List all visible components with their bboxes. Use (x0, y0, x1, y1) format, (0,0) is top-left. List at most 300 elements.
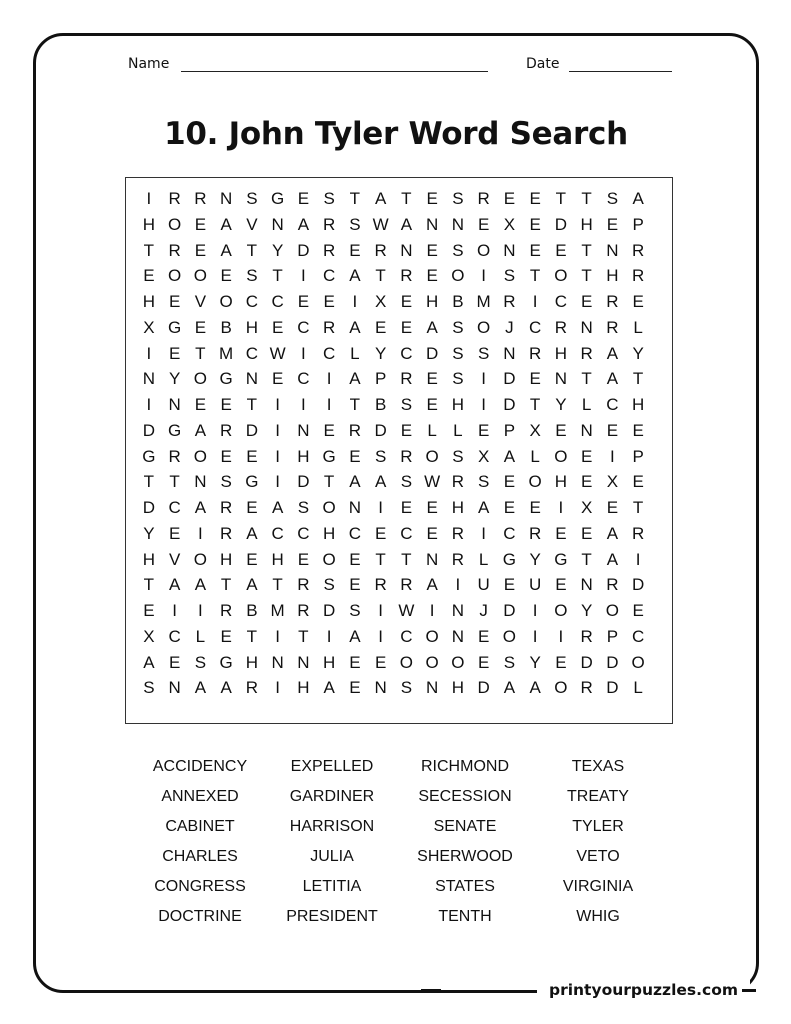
grid-cell[interactable]: H (245, 652, 259, 672)
grid-cell[interactable]: O (554, 601, 568, 620)
grid-cell[interactable]: N (503, 240, 516, 260)
grid-cell[interactable]: E (297, 549, 310, 569)
grid-cell[interactable]: I (635, 549, 641, 569)
grid-cell[interactable]: E (374, 652, 387, 672)
grid-cell[interactable]: I (198, 601, 203, 620)
grid-cell[interactable]: D (606, 678, 619, 698)
grid-cell[interactable]: E (220, 266, 232, 286)
grid-cell[interactable]: E (349, 446, 361, 466)
grid-cell[interactable]: A (220, 678, 232, 698)
grid-cell[interactable]: E (194, 317, 207, 337)
grid-cell[interactable]: H (219, 549, 233, 569)
grid-cell[interactable]: S (246, 266, 258, 286)
grid-cell[interactable]: P (374, 369, 387, 389)
grid-cell[interactable]: D (503, 601, 516, 620)
grid-cell[interactable]: N (374, 678, 387, 698)
grid-cell[interactable]: H (322, 652, 336, 672)
grid-cell[interactable]: E (503, 472, 516, 492)
grid-cell[interactable]: O (554, 678, 568, 698)
grid-cell[interactable]: I (558, 626, 564, 646)
name-field[interactable] (128, 56, 488, 76)
grid-cell[interactable]: S (452, 343, 464, 363)
grid-cell[interactable]: R (374, 240, 387, 260)
grid-cell[interactable]: P (606, 626, 619, 646)
grid-cell[interactable]: T (375, 549, 386, 569)
grid-cell[interactable]: S (374, 446, 387, 466)
grid-cell[interactable]: R (245, 678, 259, 698)
grid-cell[interactable]: H (580, 214, 593, 234)
grid-cell[interactable]: T (323, 472, 335, 492)
grid-cell[interactable]: E (271, 369, 284, 389)
grid-cell[interactable]: E (271, 317, 284, 337)
grid-cell[interactable]: J (505, 317, 514, 337)
grid-cell[interactable]: I (326, 369, 332, 389)
grid-cell[interactable]: R (554, 317, 568, 337)
grid-cell[interactable]: S (297, 498, 310, 517)
date-field[interactable] (526, 56, 676, 76)
grid-cell[interactable]: H (451, 498, 465, 517)
grid-cell[interactable]: N (400, 240, 413, 260)
grid-cell[interactable]: I (378, 626, 383, 646)
grid-cell[interactable]: N (168, 678, 181, 698)
grid-cell[interactable]: T (581, 189, 592, 208)
grid-cell[interactable]: E (580, 472, 593, 492)
grid-cell[interactable]: L (453, 420, 463, 440)
grid-cell[interactable]: O (425, 626, 439, 646)
grid-cell[interactable]: E (580, 523, 593, 543)
grid-cell[interactable]: D (606, 652, 619, 672)
grid-cell[interactable]: S (400, 678, 413, 698)
grid-cell[interactable]: R (580, 678, 593, 698)
grid-cell[interactable]: I (146, 343, 152, 363)
grid-cell[interactable]: I (481, 369, 486, 389)
grid-cell[interactable]: I (378, 601, 383, 620)
grid-cell[interactable]: T (220, 575, 232, 595)
grid-cell[interactable]: O (219, 292, 233, 311)
grid-cell[interactable]: N (451, 601, 465, 620)
grid-cell[interactable]: E (143, 601, 155, 620)
grid-cell[interactable]: E (349, 575, 361, 595)
grid-cell[interactable]: D (580, 652, 593, 672)
grid-cell[interactable]: G (219, 652, 233, 672)
grid-cell[interactable]: N (580, 317, 593, 337)
grid-cell[interactable]: L (350, 343, 360, 363)
grid-cell[interactable]: X (477, 446, 490, 466)
grid-cell[interactable]: W (398, 601, 415, 620)
grid-cell[interactable]: S (477, 472, 490, 492)
grid-cell[interactable]: A (400, 214, 413, 234)
grid-cell[interactable]: P (632, 214, 644, 234)
grid-cell[interactable]: G (322, 446, 336, 466)
grid-cell[interactable]: E (400, 317, 413, 337)
grid-cell[interactable]: A (529, 678, 541, 698)
grid-cell[interactable]: D (477, 678, 490, 698)
grid-cell[interactable]: E (555, 240, 567, 260)
grid-cell[interactable]: D (554, 214, 568, 234)
grid-cell[interactable]: E (529, 498, 541, 517)
grid-cell[interactable]: C (606, 395, 619, 414)
grid-cell[interactable]: N (168, 395, 181, 414)
grid-cell[interactable]: E (220, 395, 232, 414)
grid-cell[interactable]: Y (555, 395, 567, 414)
grid-cell[interactable]: A (220, 240, 232, 260)
grid-cell[interactable]: T (581, 240, 592, 260)
grid-cell[interactable]: R (219, 601, 233, 620)
grid-cell[interactable]: I (146, 189, 152, 208)
grid-cell[interactable]: D (503, 395, 516, 414)
grid-cell[interactable]: N (348, 498, 362, 517)
grid-cell[interactable]: T (143, 240, 155, 260)
grid-cell[interactable]: E (323, 292, 335, 311)
grid-cell[interactable]: N (245, 369, 259, 389)
grid-cell[interactable]: Y (271, 240, 284, 260)
grid-cell[interactable]: C (631, 626, 645, 646)
grid-cell[interactable]: T (246, 626, 258, 646)
grid-cell[interactable]: A (194, 420, 207, 440)
grid-cell[interactable]: E (426, 523, 438, 543)
grid-cell[interactable]: C (400, 343, 413, 363)
grid-cell[interactable]: A (349, 369, 361, 389)
grid-cell[interactable]: T (246, 240, 258, 260)
grid-cell[interactable]: U (477, 575, 490, 595)
grid-cell[interactable]: R (400, 575, 413, 595)
grid-cell[interactable]: T (272, 266, 283, 286)
grid-cell[interactable]: W (372, 214, 389, 234)
grid-cell[interactable]: O (451, 652, 465, 672)
grid-cell[interactable]: O (631, 652, 645, 672)
grid-cell[interactable]: D (374, 420, 387, 440)
grid-cell[interactable]: E (529, 214, 541, 234)
grid-cell[interactable]: A (349, 317, 361, 337)
grid-cell[interactable]: M (476, 292, 491, 311)
grid-cell[interactable]: I (455, 575, 461, 595)
grid-cell[interactable]: S (452, 240, 464, 260)
grid-cell[interactable]: H (631, 395, 645, 414)
grid-cell[interactable]: A (271, 498, 284, 517)
grid-cell[interactable]: T (529, 266, 541, 286)
grid-cell[interactable]: O (193, 549, 207, 569)
grid-cell[interactable]: E (529, 369, 541, 389)
grid-cell[interactable]: O (502, 626, 516, 646)
grid-cell[interactable]: I (326, 395, 332, 414)
grid-cell[interactable]: E (349, 549, 361, 569)
grid-cell[interactable]: E (580, 292, 593, 311)
grid-cell[interactable]: E (606, 420, 619, 440)
grid-cell[interactable]: S (503, 266, 516, 286)
grid-cell[interactable]: B (220, 317, 232, 337)
grid-cell[interactable]: E (632, 420, 644, 440)
grid-cell[interactable]: T (169, 472, 180, 492)
grid-cell[interactable]: X (374, 292, 387, 311)
grid-cell[interactable]: E (220, 446, 232, 466)
grid-cell[interactable]: E (477, 626, 490, 646)
grid-cell[interactable]: S (246, 189, 258, 208)
grid-cell[interactable]: S (143, 678, 155, 698)
grid-cell[interactable]: H (451, 395, 465, 414)
grid-cell[interactable]: I (275, 395, 280, 414)
grid-cell[interactable]: O (168, 214, 182, 234)
grid-cell[interactable]: R (297, 575, 310, 595)
grid-cell[interactable]: E (477, 214, 490, 234)
grid-cell[interactable]: I (275, 420, 280, 440)
grid-cell[interactable]: R (168, 446, 181, 466)
grid-cell[interactable]: O (193, 446, 207, 466)
grid-cell[interactable]: I (301, 395, 306, 414)
grid-cell[interactable]: N (271, 214, 284, 234)
grid-cell[interactable]: N (451, 626, 465, 646)
grid-cell[interactable]: D (322, 601, 336, 620)
grid-cell[interactable]: R (580, 343, 593, 363)
grid-cell[interactable]: E (426, 395, 438, 414)
grid-cell[interactable]: T (375, 266, 386, 286)
grid-cell[interactable]: A (297, 214, 310, 234)
grid-cell[interactable]: X (503, 214, 516, 234)
grid-cell[interactable]: G (502, 549, 516, 569)
grid-cell[interactable]: E (168, 523, 181, 543)
grid-cell[interactable]: H (245, 317, 259, 337)
grid-cell[interactable]: E (555, 523, 567, 543)
grid-cell[interactable]: T (246, 395, 258, 414)
grid-cell[interactable]: R (400, 446, 413, 466)
grid-cell[interactable]: R (606, 292, 619, 311)
grid-cell[interactable]: T (581, 549, 592, 569)
grid-cell[interactable]: C (297, 523, 310, 543)
grid-cell[interactable]: V (168, 549, 181, 569)
grid-cell[interactable]: Y (374, 343, 387, 363)
grid-cell[interactable]: A (606, 343, 619, 363)
grid-cell[interactable]: R (631, 523, 645, 543)
grid-cell[interactable]: O (554, 446, 568, 466)
grid-cell[interactable]: E (194, 395, 207, 414)
grid-cell[interactable]: S (503, 652, 516, 672)
grid-cell[interactable]: I (481, 395, 486, 414)
grid-cell[interactable]: G (142, 446, 156, 466)
grid-cell[interactable]: I (429, 601, 435, 620)
grid-cell[interactable]: W (424, 472, 441, 492)
grid-cell[interactable]: H (271, 549, 284, 569)
grid-cell[interactable]: R (631, 240, 645, 260)
grid-cell[interactable]: E (477, 652, 490, 672)
grid-cell[interactable]: I (275, 678, 280, 698)
grid-cell[interactable]: T (143, 575, 155, 595)
grid-cell[interactable]: I (481, 523, 486, 543)
grid-cell[interactable]: R (168, 189, 181, 208)
grid-cell[interactable]: X (143, 317, 155, 337)
grid-cell[interactable]: N (554, 369, 568, 389)
grid-cell[interactable]: T (195, 343, 206, 363)
grid-cell[interactable]: I (532, 626, 538, 646)
grid-cell[interactable]: R (322, 317, 336, 337)
grid-cell[interactable]: A (632, 189, 644, 208)
grid-cell[interactable]: I (301, 266, 306, 286)
grid-cell[interactable]: O (193, 266, 207, 286)
grid-cell[interactable]: E (426, 369, 438, 389)
grid-cell[interactable]: N (297, 420, 310, 440)
grid-cell[interactable]: E (246, 549, 258, 569)
grid-cell[interactable]: V (194, 292, 207, 311)
grid-cell[interactable]: H (297, 678, 310, 698)
grid-cell[interactable]: O (193, 369, 207, 389)
grid-cell[interactable]: Y (580, 601, 593, 620)
grid-cell[interactable]: D (631, 575, 645, 595)
grid-cell[interactable]: I (378, 498, 383, 517)
grid-cell[interactable]: C (168, 498, 181, 517)
grid-cell[interactable]: E (194, 240, 207, 260)
grid-cell[interactable]: N (425, 214, 439, 234)
grid-cell[interactable]: I (172, 601, 177, 620)
grid-cell[interactable]: A (220, 214, 232, 234)
grid-cell[interactable]: I (198, 523, 203, 543)
grid-cell[interactable]: C (348, 523, 362, 543)
grid-cell[interactable]: D (425, 343, 439, 363)
grid-cell[interactable]: A (374, 189, 387, 208)
grid-cell[interactable]: C (322, 343, 336, 363)
grid-cell[interactable]: C (400, 626, 413, 646)
grid-cell[interactable]: I (558, 498, 564, 517)
grid-cell[interactable]: A (349, 266, 361, 286)
grid-cell[interactable]: A (349, 626, 361, 646)
grid-cell[interactable]: R (528, 523, 542, 543)
grid-cell[interactable]: I (352, 292, 358, 311)
grid-cell[interactable]: A (503, 678, 516, 698)
grid-cell[interactable]: R (322, 214, 336, 234)
grid-cell[interactable]: G (554, 549, 568, 569)
grid-cell[interactable]: A (168, 575, 181, 595)
grid-cell[interactable]: R (374, 575, 387, 595)
grid-cell[interactable]: D (245, 420, 259, 440)
grid-cell[interactable]: O (451, 266, 465, 286)
grid-cell[interactable]: R (348, 420, 362, 440)
grid-cell[interactable]: E (503, 189, 516, 208)
grid-cell[interactable]: D (297, 240, 310, 260)
grid-cell[interactable]: E (426, 189, 438, 208)
grid-cell[interactable]: N (451, 214, 465, 234)
grid-cell[interactable]: T (401, 189, 412, 208)
grid-cell[interactable]: A (194, 498, 207, 517)
grid-cell[interactable]: S (349, 214, 361, 234)
grid-cell[interactable]: E (400, 498, 413, 517)
grid-cell[interactable]: E (297, 292, 310, 311)
grid-cell[interactable]: R (503, 292, 516, 311)
grid-cell[interactable]: C (400, 523, 413, 543)
grid-cell[interactable]: N (606, 240, 619, 260)
grid-cell[interactable]: L (478, 549, 489, 569)
grid-cell[interactable]: E (400, 292, 413, 311)
grid-cell[interactable]: O (322, 549, 336, 569)
grid-cell[interactable]: I (146, 395, 152, 414)
grid-cell[interactable]: R (400, 369, 413, 389)
grid-cell[interactable]: N (580, 575, 593, 595)
grid-cell[interactable]: L (195, 626, 206, 646)
grid-cell[interactable]: E (349, 652, 361, 672)
grid-cell[interactable]: R (168, 240, 181, 260)
grid-cell[interactable]: H (322, 523, 336, 543)
grid-cell[interactable]: N (142, 369, 156, 389)
grid-cell[interactable]: N (297, 652, 310, 672)
grid-cell[interactable]: C (271, 523, 284, 543)
grid-cell[interactable]: R (451, 523, 465, 543)
grid-cell[interactable]: T (401, 549, 412, 569)
grid-cell[interactable]: E (168, 343, 181, 363)
grid-cell[interactable]: O (477, 317, 491, 337)
grid-cell[interactable]: E (606, 214, 619, 234)
grid-cell[interactable]: E (632, 292, 644, 311)
grid-cell[interactable]: E (606, 498, 619, 517)
grid-cell[interactable]: E (555, 575, 567, 595)
grid-cell[interactable]: E (246, 446, 258, 466)
grid-cell[interactable]: P (503, 420, 516, 440)
grid-cell[interactable]: E (529, 189, 541, 208)
grid-cell[interactable]: E (555, 420, 567, 440)
grid-cell[interactable]: X (606, 472, 619, 492)
grid-cell[interactable]: T (349, 395, 361, 414)
grid-cell[interactable]: D (142, 498, 156, 517)
grid-cell[interactable]: H (606, 266, 619, 286)
grid-cell[interactable]: A (374, 472, 387, 492)
grid-cell[interactable]: A (246, 523, 258, 543)
grid-cell[interactable]: A (426, 575, 438, 595)
grid-cell[interactable]: I (301, 343, 306, 363)
grid-cell[interactable]: N (271, 652, 284, 672)
grid-cell[interactable]: C (245, 343, 259, 363)
grid-cell[interactable]: O (554, 266, 568, 286)
grid-cell[interactable]: E (374, 317, 387, 337)
grid-cell[interactable]: G (168, 420, 182, 440)
grid-cell[interactable]: S (349, 601, 361, 620)
grid-cell[interactable]: R (451, 549, 465, 569)
grid-cell[interactable]: C (322, 266, 336, 286)
grid-cell[interactable]: C (528, 317, 542, 337)
grid-cell[interactable]: E (168, 652, 181, 672)
grid-cell[interactable]: S (400, 472, 413, 492)
grid-cell[interactable]: A (143, 652, 155, 672)
grid-cell[interactable]: D (142, 420, 156, 440)
grid-cell[interactable]: E (220, 626, 232, 646)
grid-cell[interactable]: R (297, 601, 310, 620)
grid-cell[interactable]: S (323, 189, 335, 208)
grid-cell[interactable]: J (479, 601, 488, 620)
grid-cell[interactable]: R (580, 626, 593, 646)
grid-cell[interactable]: A (426, 317, 438, 337)
grid-cell[interactable]: S (452, 317, 464, 337)
grid-cell[interactable]: W (269, 343, 286, 363)
grid-cell[interactable]: R (219, 498, 233, 517)
grid-cell[interactable]: L (581, 395, 592, 414)
grid-cell[interactable]: H (297, 446, 310, 466)
grid-cell[interactable]: N (425, 549, 439, 569)
grid-cell[interactable]: T (581, 266, 592, 286)
grid-cell[interactable]: I (481, 266, 486, 286)
grid-cell[interactable]: A (246, 575, 258, 595)
grid-cell[interactable]: A (503, 446, 516, 466)
grid-cell[interactable]: A (606, 369, 619, 389)
grid-cell[interactable]: D (503, 369, 516, 389)
grid-cell[interactable]: M (270, 601, 285, 620)
grid-cell[interactable]: T (298, 626, 309, 646)
grid-cell[interactable]: O (322, 498, 336, 517)
grid-cell[interactable]: C (503, 523, 516, 543)
grid-cell[interactable]: H (142, 292, 156, 311)
grid-cell[interactable]: G (168, 317, 182, 337)
grid-cell[interactable]: B (246, 601, 258, 620)
grid-cell[interactable]: R (219, 523, 233, 543)
grid-cell[interactable]: T (581, 369, 592, 389)
grid-cell[interactable]: T (555, 189, 567, 208)
grid-cell[interactable]: R (477, 189, 490, 208)
grid-cell[interactable]: O (168, 266, 182, 286)
grid-cell[interactable]: S (323, 575, 335, 595)
grid-cell[interactable]: E (426, 266, 438, 286)
